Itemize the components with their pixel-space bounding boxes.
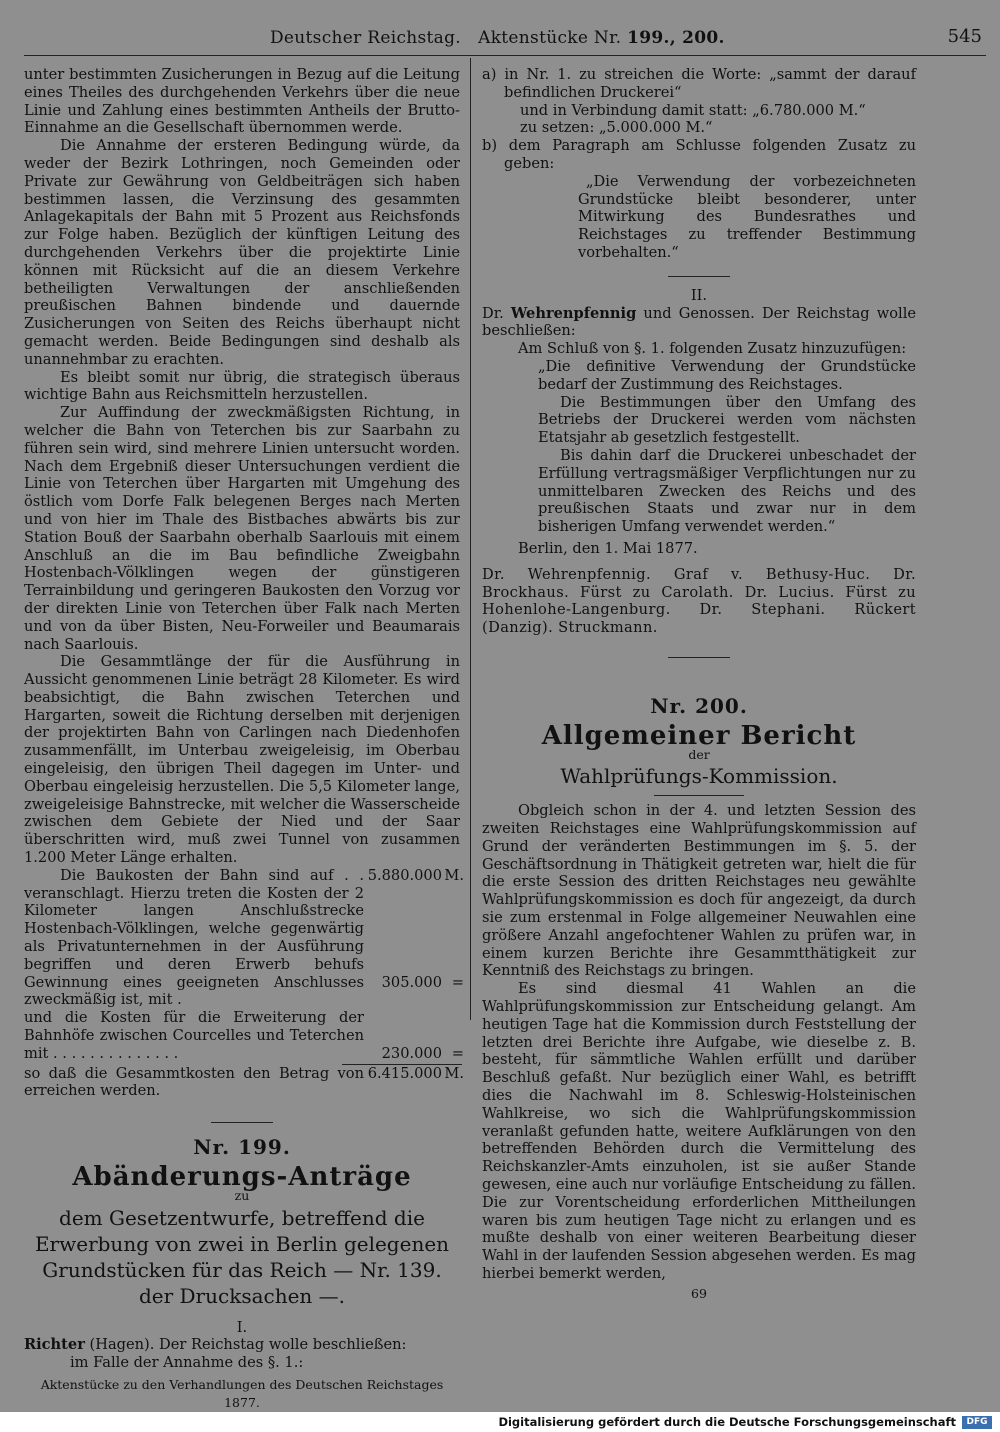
- section-connector: der: [688, 746, 710, 762]
- header-title-nums: 199., 200.: [627, 28, 725, 48]
- motion-line-2: im Falle der Annahme des §. 1.:: [70, 1354, 304, 1372]
- section-subtitle-199: dem Gesetzentwurfe, betreffend die Erwerbung von zwei in Berlin gelegenen Grundstücken für das Reich — Nr. 139. der Drucksachen —.: [34, 1205, 450, 1308]
- page-footer-left: Aktenstücke zu den Verhandlungen des Deutschen Reichstages 1877.: [40, 1377, 444, 1410]
- section-rule: [668, 657, 730, 658]
- motion-wehr: [482, 305, 916, 341]
- running-header: [270, 28, 725, 48]
- roman-numeral-2: II.: [690, 286, 708, 304]
- motion-intro: und Genossen. Der Reichstag wolle beschließen:: [482, 304, 917, 340]
- cost-amount-1: 5.880.000: [367, 866, 442, 884]
- cost-unit-2: =: [451, 973, 464, 991]
- motion-author: Wehrenpfennig: [510, 304, 637, 322]
- paragraph: Es bleibt somit nur übrig, die strategisch überaus wichtige Bahn aus Reichsmitteln herzustellen.: [24, 368, 460, 404]
- section-connector: zu: [234, 1187, 250, 1203]
- title-rule: [654, 795, 744, 796]
- left-column: [24, 66, 464, 1412]
- motion-intro: (Hagen). Der Reichstag wolle beschließen:: [89, 1336, 407, 1354]
- motion-instruction: Am Schluß von §. 1. folgenden Zusatz hinzuzufügen:: [518, 340, 907, 358]
- paragraph: Es sind diesmal 41 Wahlen an die Wahlprüfungskommission zur Entscheidung gelangt. Am heutigen Tage hat die Kommission durch Feststellung der letzten drei Berichte ihre Aufgabe, wie dieselbe z. B. besteht, für sämmtliche Wahlen erfüllt und darüber Beschluß gefaßt. Nur bezüglich einer Wahl, es betrifft dies die Nachwahl im 8. Schleswig-Holsteinischen Wahlkreise, wo sich die Wahlprüfungskommission veranlaßt gefunden hatte, weitere Aufklärungen von den betreffenden Behörden durch die Vermittelung des Reichskanzler-Amts einzuholen, ist sie außer Stande gewesen, eine auch nur vorläufige Entscheidung zu fällen. Die zur Vorentscheidung erforderlichen Mittheilungen waren bis zum heutigen Tage nicht zu erlangen und es mußte deshalb von einer weiteren Bearbeitung dieser Wahl in der laufenden Session abgesehen werden. Es mag hierbei bemerkt werden,: [482, 980, 916, 1283]
- section-number-199: Nr. 199.: [193, 1135, 291, 1160]
- total-amount: 6.415.000: [367, 1064, 442, 1082]
- motion-title: Dr.: [482, 304, 504, 322]
- amendment-a: a) in Nr. 1. zu streichen die Worte: „sammt der darauf befindlichen Druckerei“: [482, 66, 916, 101]
- quote-paragraph: „Die definitive Verwendung der Grundstücke bedarf der Zustimmung des Reichstages.: [538, 357, 916, 393]
- section-rule: [211, 1122, 273, 1123]
- motion-line-1: [24, 1336, 460, 1354]
- section-subtitle-200: Wahlprüfungs-Kommission.: [560, 764, 838, 789]
- header-title-b: Aktenstücke Nr.: [478, 28, 622, 48]
- digitization-footer: [0, 1412, 1000, 1432]
- section-title-199: Abänderungs-Anträge: [72, 1162, 412, 1193]
- paragraph: unter bestimmten Zusicherungen in Bezug auf die Leitung eines Theiles des durchgehenden Verkehrs über die neue Linie und Zahlung eines bestimmten Antheils der Brutto-Einnahme an die Gesellschaft übernommen werde.: [24, 66, 460, 137]
- section-rule: [668, 276, 730, 277]
- total-unit: M.: [444, 1064, 464, 1082]
- amendment-b-quote: „Die Verwendung der vorbezeichneten Grundstücke bleibt besonderer, unter Mitwirkung des Bundesrathes und Reichstages zu treffender Bestimmung vorbehalten.“: [578, 172, 916, 261]
- paragraph: Obgleich schon in der 4. und letzten Session des zweiten Reichstages eine Wahlprüfungskommission auf Grund der veränderten Bestimmungen im §. 5. der Geschäftsordnung in Thätigkeit getreten war, hielt die für die erste Session des dritten Reichstages neu gewählte Wahlprüfungskommission es doch für angezeigt, da durch sie zum erstenmal in Folge allgemeiner Neuwahlen eine größere Anzahl angefochtener Wahlen zu prüfen war, in einem kurzen Berichte ihre Gesammtthätigkeit zur Kenntniß des Reichstags zu bringen.: [482, 802, 916, 980]
- amendment-a-line2: und in Verbindung damit statt: „6.780.000 M.“: [520, 101, 866, 119]
- quote-paragraph: Bis dahin darf die Druckerei unbeschadet der Erfüllung vertragsmäßiger Verpflichtungen nur zu unmittelbaren Zwecken des Reichs und des preußischen Staats und zwar nur in dem bisherigen Umfang verwendet werden.“: [538, 446, 916, 536]
- section-title-200: Allgemeiner Bericht: [541, 720, 857, 751]
- cost-unit-3: =: [451, 1045, 464, 1063]
- paragraph: Zur Auffindung der zweckmäßigsten Richtung, in welcher die Bahn von Teterchen bis zur Saarbahn zu führen sein wird, sind mehrere Linien untersucht worden. Nach dem Ergebniß dieser Untersuchungen verdient die Linie von Teterchen über Hargarten mit Umgehung des östlich vom Dorfe Falk belegenen Berges nach Merten und von hier im Thale des Bistbaches abwärts bis zur Station Bouß der Saarbahn oberhalb Saarlouis mit einem Anschluß an die im Bau befindliche Zweigbahn Hostenbach-Völklingen wegen der günstigeren Terrainbildung und geringeren Baukosten den Vorzug vor der direkten Linie von Teterchen über Falk nach Merten und von da über Bisten, Neu-Forweiler und Beaumarais nach Saarlouis.: [24, 404, 460, 653]
- page-footer-right: 69: [691, 1285, 707, 1301]
- roman-numeral-1: I.: [236, 1318, 248, 1336]
- right-column: [482, 66, 916, 1303]
- page-number: 545: [947, 26, 982, 47]
- cost-text-1: Die Baukosten der Bahn sind auf . . veranschlagt. Hierzu treten die Kosten der 2 Kilometer langen Anschlußstrecke Hostenbach-Völklingen, welche gegenwärtig als Privatunternehmen in der Ausführung begriffen und deren Erwerb behufs Gewinnung eines geeigneten Anschlusses zweckmäßig ist, mit .: [24, 866, 364, 1009]
- digitization-credit: Digitalisierung gefördert durch die Deutsche Forschungsgemeinschaft: [498, 1415, 956, 1429]
- total-text: so daß die Gesammtkosten den Betrag von erreichen werden.: [24, 1064, 364, 1100]
- section-number-200: Nr. 200.: [650, 693, 748, 718]
- amendment-a-line3: zu setzen: „5.000.000 M.“: [520, 119, 713, 137]
- dfg-logo-icon: DFG: [962, 1416, 992, 1429]
- cost-amount-2: 305.000: [381, 973, 442, 991]
- signatories: Dr. Wehrenpfennig. Graf v. Bethusy-Huc. Dr. Brockhaus. Fürst zu Carolath. Dr. Lucius. Fürst zu Hohenlohe-Langenburg. Dr. Stephani. Rückert (Danzig). Struckmann.: [482, 565, 916, 637]
- header-title-a: Deutscher Reichstag.: [270, 28, 461, 48]
- date-line: Berlin, den 1. Mai 1877.: [518, 539, 698, 557]
- column-divider: [470, 58, 471, 1020]
- header-rule: [24, 55, 986, 56]
- cost-table: [24, 866, 464, 1100]
- cost-amount-3: 230.000: [381, 1045, 442, 1063]
- cost-text-3: und die Kosten für die Erweiterung der Bahnhöfe zwischen Courcelles und Teterchen mit . . . . . . . . . . . . . .: [24, 1009, 364, 1062]
- paragraph: Die Annahme der ersteren Bedingung würde, da weder der Bezirk Lothringen, noch Gemeinden oder Private zur Gewährung von Geldbeiträgen sich haben bestimmen lassen, die Verzinsung des gesammten Anlagekapitals der Bahn mit 5 Prozent aus Reichsfonds zur Folge haben. Bezüglich der künftigen Leitung des durchgehenden Verkehrs über die projektirte Linie können mit Rücksicht auf die an diesem Verkehre betheiligten Verwaltungen der anschließenden preußischen Bahnen bindende und dauernde Zusicherungen von Seiten des Reichs überhaupt nicht gemacht werden. Beide Bedingungen sind deshalb als unannehmbar zu erachten.: [24, 137, 460, 368]
- amendment-b: b) dem Paragraph am Schlusse folgenden Zusatz zu geben:: [482, 137, 916, 172]
- paragraph: Die Gesammtlänge der für die Ausführung in Aussicht genommenen Linie beträgt 28 Kilometer. Es wird beabsichtigt, die Bahn zwischen Teterchen und Hargarten, soweit die Richtung derselben mit derjenigen der projektirten Bahn von Carlingen nach Diedenhofen zusammenfällt, im Unterbau zweigeleisig, im Oberbau eingeleisig, den übrigen Theil dagegen im Unter- und Oberbau eingeleisig herzustellen. Die 5,5 Kilometer lange, zweigeleisige Bahnstrecke, mit welcher die Wasserscheide zwischen dem Gebiete der Nied und der Saar überschritten wird, muß zwei Tunnel von zusammen 1.200 Meter Länge erhalten.: [24, 653, 460, 867]
- quote-paragraph: Die Bestimmungen über den Umfang des Betriebs der Druckerei werden vom nächsten Etatsjahr ab gesetzlich festgestellt.: [538, 393, 916, 447]
- motion-author: Richter: [24, 1336, 85, 1354]
- cost-unit-1: M.: [444, 866, 464, 884]
